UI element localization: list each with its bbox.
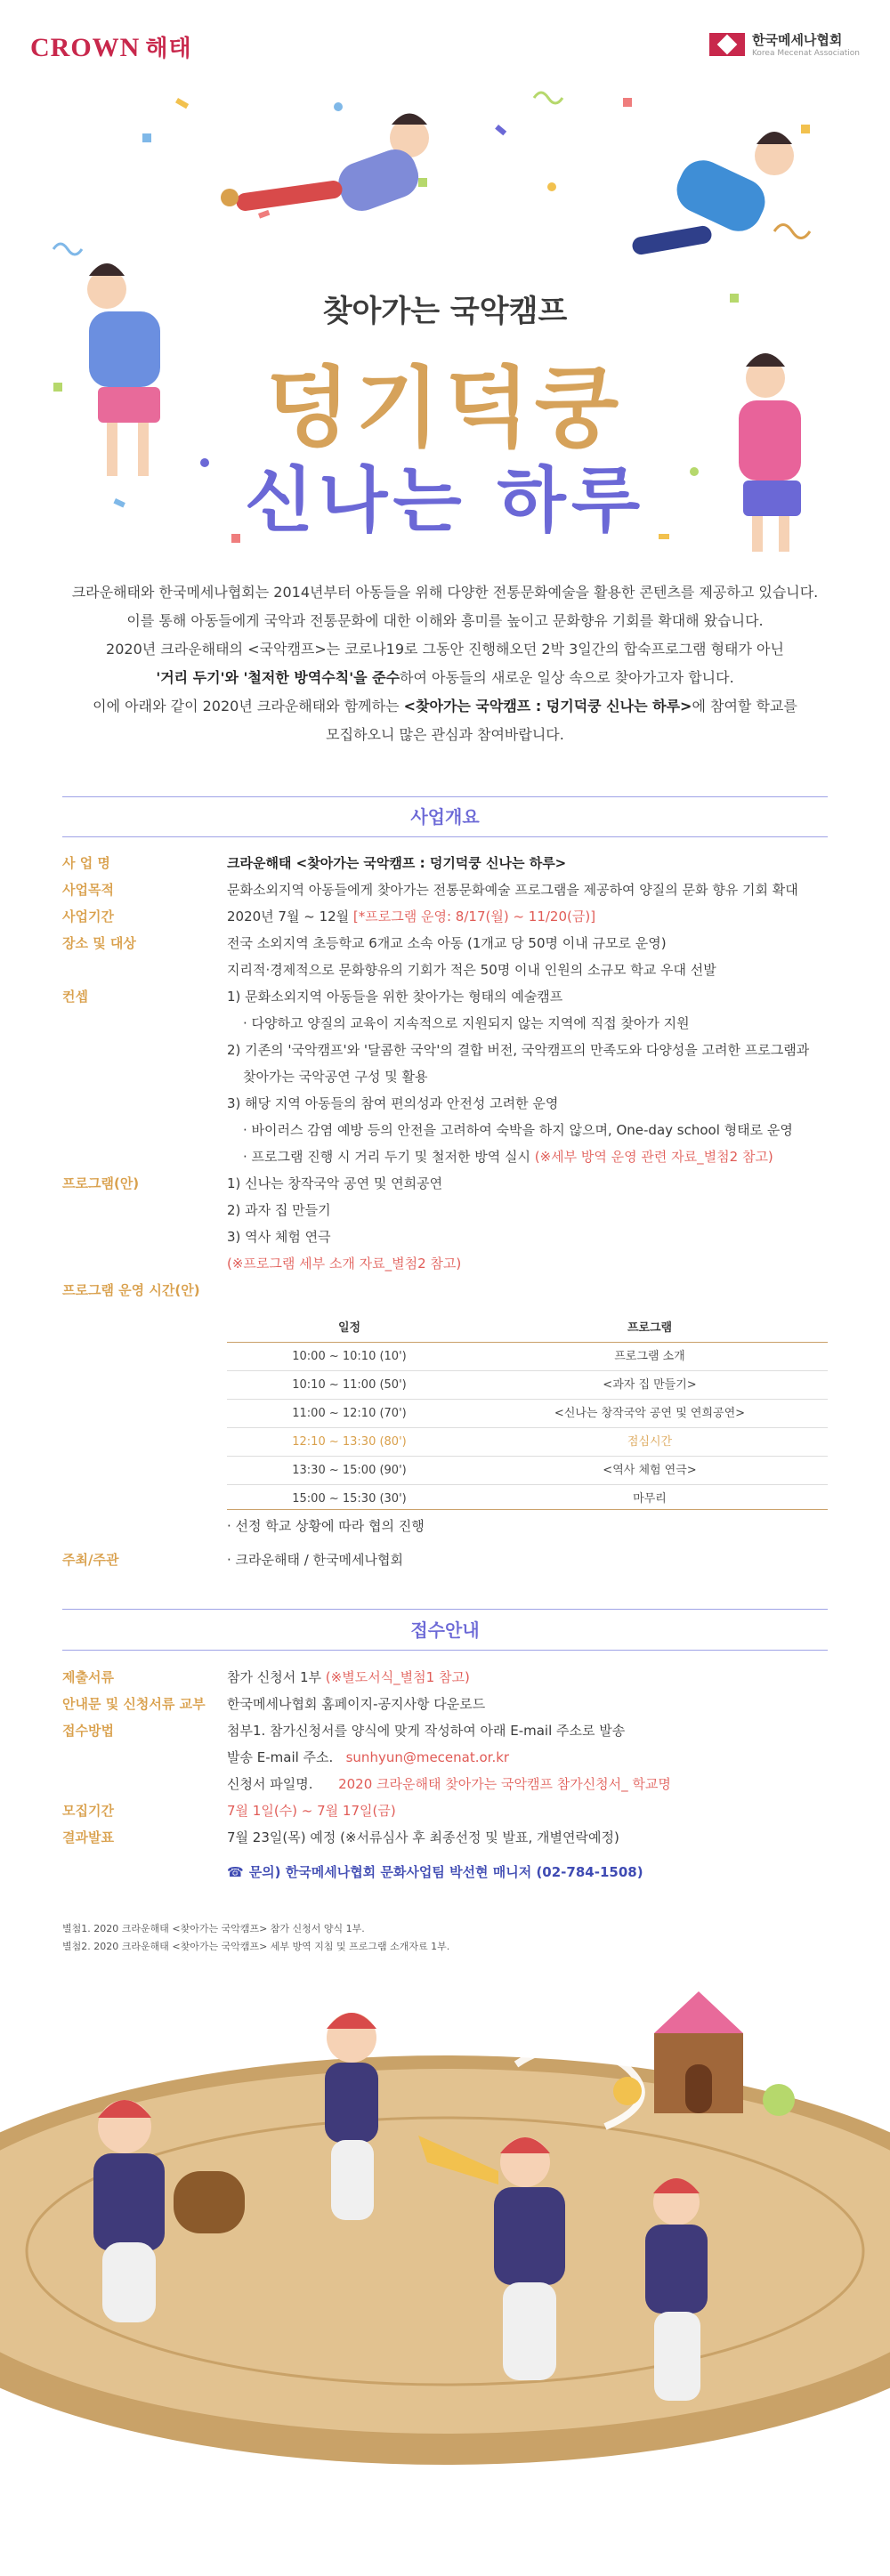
concept-item: 2) 기존의 '국악캠프'와 '달콤한 국악'의 결합 버전, 국악캠프의 만족도와 다양성을 고려한 프로그램과 — [227, 1042, 810, 1058]
section-divider-top — [62, 796, 828, 797]
ribbon — [42, 2011, 91, 2066]
time-cell: 15:00 ~ 15:30 (30') — [292, 1492, 407, 1506]
program-item: 1) 신나는 창작국악 공연 및 연희공연 — [227, 1175, 443, 1191]
row-value — [227, 1664, 828, 1691]
period-text: 2020년 7월 ~ 12월 — [227, 908, 353, 925]
intro-emphasis: '거리 두기'와 '철저한 방역수칙'을 준수 — [156, 669, 400, 686]
bottom-illustration — [0, 1958, 890, 2576]
table-row — [227, 1371, 828, 1400]
row-label: 사업목적 — [62, 882, 114, 898]
row-value — [227, 1277, 828, 1304]
header-cell-time: 일정 — [337, 1321, 361, 1335]
phone-icon: ☎ — [227, 1864, 244, 1880]
row-value: 7월 23일(목) 예정 (※서류심사 후 최종선정 및 발표, 개별연락예정) — [227, 1829, 619, 1845]
intro-text — [53, 578, 837, 749]
section-divider-bottom — [62, 836, 828, 837]
crown-logo-korean: 해태 — [145, 36, 192, 62]
intro-emphasis: <찾아가는 국악캠프 : 덩기덕쿵 신나는 하루> — [403, 698, 692, 715]
table-row — [227, 1343, 828, 1371]
row-label: 모집기간 — [62, 1803, 114, 1819]
row-label: 사업기간 — [62, 908, 114, 925]
overview-row-concept — [62, 983, 828, 1170]
mecenat-logo — [709, 30, 860, 58]
row-value: 7월 1일(수) ~ 7월 17일(금) — [227, 1803, 396, 1819]
time-cell: 11:00 ~ 12:10 (70') — [292, 1407, 407, 1420]
overview-row-purpose — [62, 876, 828, 903]
intro-line — [53, 664, 837, 692]
intro-text-part: 에 참여할 학교를 — [692, 698, 797, 715]
table-row — [227, 1400, 828, 1428]
contact-info — [227, 1862, 643, 1881]
target-line: 지리적·경제적으로 문화향유의 기회가 적은 50명 이내 인원의 소규모 학교 우대 선발 — [227, 962, 716, 978]
performers-illustration — [0, 1958, 890, 2576]
row-label: 프로그램(안) — [62, 1175, 140, 1191]
header-cell-program: 프로그램 — [627, 1321, 673, 1335]
program-item: 2) 과자 집 만들기 — [227, 1202, 331, 1218]
docs-text: 참가 신청서 1부 — [227, 1669, 326, 1685]
row-value: 문화소외지역 아동들에게 찾아가는 전통문화예술 프로그램을 제공하여 양질의 문화 향유 기회 확대 — [227, 882, 798, 898]
row-value — [227, 903, 828, 930]
target-line: 전국 소외지역 초등학교 6개교 소속 아동 (1개교 당 50명 이내 규모로 운영) — [227, 935, 667, 951]
apply-row-result — [62, 1824, 828, 1851]
row-label-empty — [62, 1513, 227, 1539]
schedule-note: · 선정 학교 상황에 따라 협의 진행 — [227, 1518, 425, 1534]
intro-text-part: 이에 아래와 같이 2020년 크라운해태와 함께하는 — [93, 698, 404, 715]
intro-line: 모집하오니 많은 관심과 참여바랍니다. — [326, 726, 564, 743]
row-label: 제출서류 — [62, 1669, 114, 1685]
concept-item: 3) 해당 지역 아동들의 참여 편의성과 안전성 고려한 운영 — [227, 1095, 559, 1111]
hero — [0, 71, 890, 569]
concept-note: (※세부 방역 운영 관련 자료_별첨2 참고) — [534, 1149, 773, 1165]
hero-title-line1: 덩기덕쿵 — [265, 358, 625, 459]
row-label: 결과발표 — [62, 1829, 114, 1845]
docs-note: (※별도서식_별첨1 참고) — [325, 1669, 470, 1685]
program-cell: 프로그램 소개 — [614, 1350, 685, 1363]
method-line — [227, 1744, 828, 1771]
performer-top — [325, 2013, 378, 2220]
intro-line: 2020년 크라운해태의 <국악캠프>는 코로나19로 그동안 진행해오던 2박 3일간의 합숙프로그램 형태가 아닌 — [106, 641, 784, 658]
apply-heading: 접수안내 — [410, 1619, 480, 1641]
filename-label: 신청서 파일명. — [227, 1776, 313, 1792]
apply-row-period — [62, 1797, 828, 1824]
schedule-note-row — [62, 1513, 828, 1539]
concept-text: · 프로그램 진행 시 거리 두기 및 철저한 방역 실시 — [243, 1149, 535, 1165]
program-cell: <과자 집 만들기> — [603, 1378, 697, 1392]
overview-heading: 사업개요 — [410, 806, 480, 828]
program-cell: <역사 체험 연극> — [603, 1464, 697, 1477]
filename-value: 2020 크라운해태 찾아가는 국악캠프 참가신청서_ 학교명 — [338, 1776, 671, 1792]
concept-subitem — [227, 1143, 828, 1170]
row-label: 주최/주관 — [62, 1552, 119, 1568]
row-label: 안내문 및 신청서류 교부 — [62, 1696, 206, 1712]
crown-logo-latin: CROWN — [30, 33, 141, 62]
mecenat-logo-english: Korea Mecenat Association — [751, 49, 860, 58]
time-cell: 13:30 ~ 15:00 (90') — [292, 1464, 407, 1477]
apply-list — [62, 1664, 828, 1851]
method-line — [227, 1771, 828, 1797]
concept-subitem: · 바이러스 감염 예방 등의 안전을 고려하여 숙박을 하지 않으며, One-day school 형태로 운영 — [243, 1122, 793, 1138]
row-value — [227, 1717, 828, 1797]
time-cell: 10:10 ~ 11:00 (50') — [292, 1378, 407, 1392]
row-label: 프로그램 운영 시간(안) — [62, 1282, 200, 1298]
overview-list-2 — [62, 1513, 828, 1573]
hero-subtitle: 찾아가는 국악캠프 — [322, 294, 568, 329]
contact-text: 문의) 한국메세나협회 문화사업팀 박선현 매니저 (02-784-1508) — [248, 1864, 643, 1880]
mecenat-mark-icon — [709, 33, 745, 56]
overview-list — [62, 850, 828, 1304]
time-cell: 10:00 ~ 10:10 (10') — [292, 1350, 407, 1363]
concept-subitem: 찾아가는 국악공연 구성 및 활용 — [243, 1069, 428, 1085]
program-dates: [*프로그램 운영: 8/17(월) ~ 11/20(금)] — [352, 908, 596, 925]
overview-row-host — [62, 1546, 828, 1573]
concept-item: 1) 문화소외지역 아동들을 위한 찾아가는 형태의 예술캠프 — [227, 989, 563, 1005]
intro-text-part: 하여 아동들의 새로운 일상 속으로 찾아가고자 합니다. — [400, 669, 734, 686]
schedule-table-bottom-line — [227, 1509, 828, 1510]
schedule-header — [227, 1315, 828, 1343]
row-value — [227, 930, 828, 983]
hero-title-line2: 신나는 하루 — [244, 459, 646, 542]
section-divider-top — [62, 1609, 828, 1610]
email-address: sunhyun@mecenat.or.kr — [345, 1749, 510, 1765]
program-note: (※프로그램 세부 소개 자료_별첨2 참고) — [227, 1256, 462, 1272]
attachment-note: 별첨1. 2020 크라운해태 <찾아가는 국악캠프> 참가 신청서 양식 1부. — [62, 1923, 365, 1934]
overview-row-schedule — [62, 1277, 828, 1304]
apply-row-method — [62, 1717, 828, 1797]
row-label: 접수방법 — [62, 1723, 114, 1739]
mecenat-logo-korean: 한국메세나협회 — [751, 32, 843, 48]
program-cell: 점심시간 — [627, 1435, 673, 1449]
attachment-note: 별첨2. 2020 크라운해태 <찾아가는 국악캠프> 세부 방역 지침 및 프로그램 소개자료 1부. — [62, 1941, 450, 1952]
project-name: 크라운해태 <찾아가는 국악캠프 : 덩기덕쿵 신나는 하루> — [227, 855, 567, 871]
child-figure-top-left — [221, 114, 429, 217]
row-value: · 크라운해태 / 한국메세나협회 — [227, 1552, 404, 1568]
attachment-notes — [62, 1920, 449, 1956]
intro-line: 이를 통해 아동들에게 국악과 전통문화에 대한 이해와 흥미를 높이고 문화향유 기회를 확대해 왔습니다. — [126, 612, 764, 629]
apply-row-docs — [62, 1664, 828, 1691]
child-figure-top-right — [631, 132, 794, 256]
time-cell: 12:10 ~ 13:30 (80') — [292, 1435, 407, 1449]
intro-line — [53, 692, 837, 721]
table-row — [227, 1457, 828, 1485]
gingerbread-house — [613, 1980, 795, 2116]
section-divider-bottom — [62, 1650, 828, 1651]
row-value: 한국메세나협회 홈페이지-공지사항 다운로드 — [227, 1696, 486, 1712]
method-line: 첨부1. 참가신청서를 양식에 맞게 작성하여 아래 E-mail 주소로 발송 — [227, 1723, 626, 1739]
crown-haitai-logo — [30, 30, 192, 63]
row-value — [227, 850, 828, 876]
overview-row-name — [62, 850, 828, 876]
row-label: 장소 및 대상 — [62, 935, 136, 951]
overview-row-target — [62, 930, 828, 983]
table-row-lunch — [227, 1428, 828, 1457]
program-cell: <신나는 창작국악 공연 및 연희공연> — [554, 1407, 746, 1420]
row-label: 컨셉 — [62, 989, 88, 1005]
program-item: 3) 역사 체험 연극 — [227, 1229, 331, 1245]
row-label: 사 업 명 — [62, 855, 110, 871]
intro-line: 크라운해태와 한국메세나협회는 2014년부터 아동들을 위해 다양한 전통문화예술을 활용한 콘텐츠를 제공하고 있습니다. — [71, 584, 819, 601]
overview-row-period — [62, 903, 828, 930]
row-value — [227, 983, 828, 1170]
email-label: 발송 E-mail 주소. — [227, 1749, 334, 1765]
program-cell: 마무리 — [633, 1492, 667, 1506]
concept-subitem: · 다양하고 양질의 교육이 지속적으로 지원되지 않는 지역에 직접 찾아가 지원 — [243, 1015, 690, 1031]
row-value — [227, 1170, 828, 1277]
overview-row-program — [62, 1170, 828, 1277]
apply-row-guide — [62, 1691, 828, 1717]
schedule-table — [227, 1315, 828, 1513]
